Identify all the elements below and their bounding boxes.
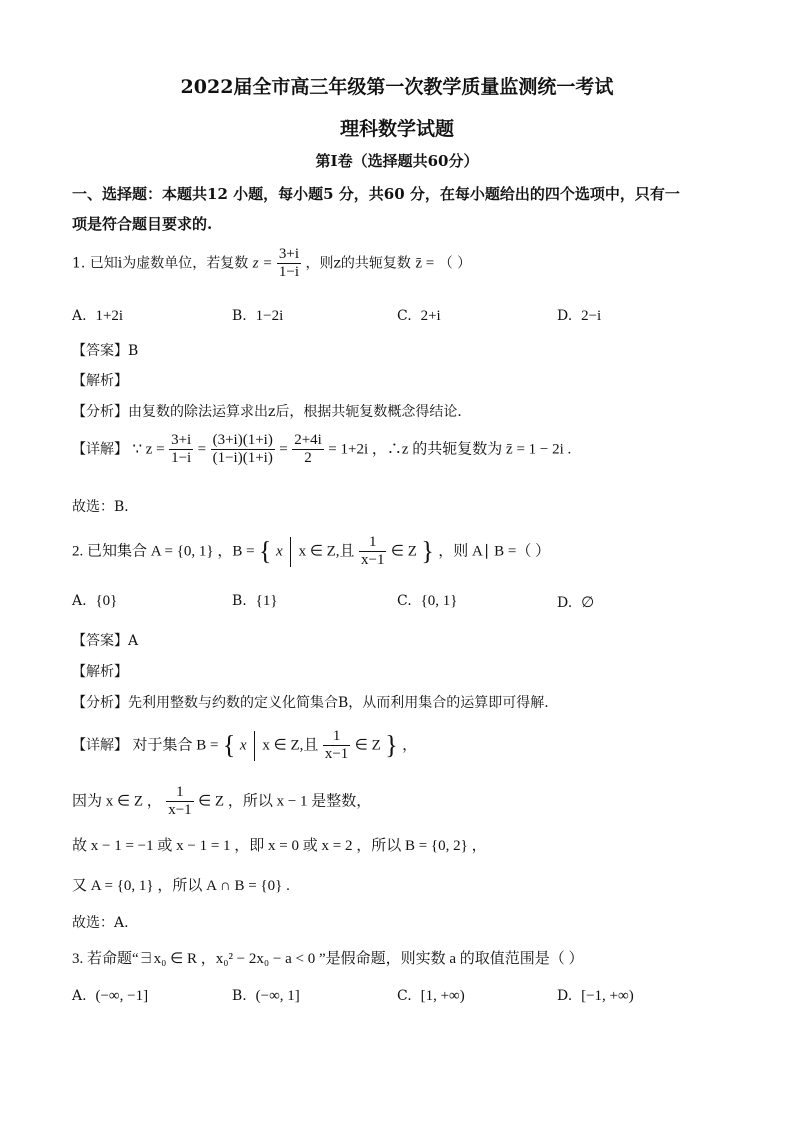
- q1-analysis-tag: 【解析】: [72, 373, 128, 389]
- option-value: ∅: [581, 595, 595, 611]
- option-label: B.: [232, 308, 247, 324]
- q1-detail-frac3: [292, 432, 324, 467]
- fenxi-text: 由复数的除法运算求出z后，根据共轭复数概念得结论．: [128, 404, 472, 420]
- set-condition: x ∈ Z,且: [298, 543, 355, 560]
- option-value: {0}: [95, 593, 118, 609]
- option-label: C.: [397, 988, 412, 1004]
- q1-option-a: [72, 308, 123, 325]
- because-lead: 因为 x ∈ Z ，: [72, 793, 162, 810]
- answer-value: A: [128, 633, 139, 649]
- q2-line3: 故 x − 1 = −1 或 x − 1 = 1 ，即 x = 0 或 x = 2 ，所以 B = {0, 2} ，: [72, 838, 487, 854]
- q1-stem: [72, 246, 471, 281]
- option-value: 1+2i: [95, 308, 124, 324]
- q1-paren: （ ）: [438, 255, 472, 272]
- q1-zbar: z̄ =: [415, 255, 435, 272]
- q1-tail: ，则z的共轭复数: [305, 255, 411, 272]
- q3-option-a: [72, 988, 148, 1005]
- brace-right: }: [385, 730, 398, 760]
- part-heading: 第Ⅰ卷（选择题共60分）: [315, 152, 479, 170]
- frac-den: 1−i: [171, 450, 192, 466]
- q2-detail: [72, 728, 417, 763]
- fenxi-tag: 【分析】: [72, 404, 128, 420]
- q2-because-fraction: [166, 784, 193, 819]
- option-value: [1, +∞): [420, 988, 465, 1004]
- option-label: D.: [557, 988, 573, 1004]
- q2-option-b: [232, 593, 278, 610]
- answer-tag: 【答案】: [72, 633, 128, 649]
- detail-lead: ∵ z =: [132, 441, 165, 458]
- q2-answer: [72, 630, 138, 650]
- option-label: C.: [397, 593, 412, 609]
- q2-tail: ，则 A∣ B =（ ）: [438, 543, 551, 560]
- q1-fraction-num: 3+i: [278, 246, 300, 262]
- option-value: (−∞, 1]: [255, 988, 300, 1004]
- q1-answer: [72, 340, 138, 360]
- brace-right: }: [421, 536, 434, 566]
- q1-conclusion: 故选：B．: [72, 499, 139, 515]
- frac-num: 1: [359, 534, 386, 552]
- q1-detail-frac1: [169, 432, 193, 467]
- q1-lead: 1. 已知i为虚数单位，若复数: [72, 255, 249, 272]
- fenxi-text: 先利用整数与约数的定义化简集合B，从而利用集合的运算即可得解.: [128, 695, 549, 711]
- option-value: 1−2i: [255, 308, 284, 324]
- detail-tag: 【详解】: [72, 737, 128, 754]
- option-label: C.: [397, 308, 412, 324]
- answer-tag: 【答案】: [72, 343, 128, 359]
- q2-fraction: [359, 534, 386, 569]
- option-label: B.: [232, 593, 247, 609]
- set-divider: [290, 537, 291, 567]
- detail-tag: 【详解】: [72, 441, 128, 458]
- q1-detail: [72, 432, 571, 467]
- set-right: ∈ Z: [354, 737, 381, 754]
- q1-detail-frac2: [211, 432, 275, 467]
- section-instruction-line2: 项是符合题目要求的.: [72, 215, 213, 233]
- q2-fenxi: [72, 692, 549, 712]
- brace-left: {: [222, 730, 236, 760]
- q1-z-eq: z =: [252, 255, 273, 272]
- detail-tail: ，: [402, 737, 418, 754]
- option-value: 2+i: [420, 308, 441, 324]
- set-var: x: [239, 737, 247, 754]
- option-value: {0, 1}: [420, 593, 458, 609]
- q2-option-a: [72, 593, 117, 610]
- option-label: A.: [72, 593, 87, 609]
- fenxi-tag: 【分析】: [72, 695, 128, 711]
- frac-num: 1: [166, 784, 193, 802]
- equals-sign: =: [197, 441, 207, 458]
- frac-den: (1−i)(1+i): [212, 450, 273, 466]
- section-instruction-line1: 一、选择题：本题共12 小题，每小题5 分，共60 分，在每小题给出的四个选项中，只有一: [72, 185, 680, 203]
- exam-subtitle: 理科数学试题: [339, 118, 454, 140]
- answer-value: B: [128, 343, 139, 359]
- option-value: [−1, +∞): [581, 988, 634, 1004]
- frac-den: x−1: [324, 746, 349, 762]
- option-label: D.: [557, 308, 573, 324]
- option-value: (−∞, −1]: [95, 988, 149, 1004]
- q2-detail-fraction: [323, 728, 350, 763]
- frac-num: 2+4i: [294, 432, 322, 448]
- q1-fraction: [277, 246, 301, 281]
- q2-line4: 又 A = {0, 1} ，所以 A ∩ B = {0} .: [72, 878, 290, 894]
- q2-lead: 2. 已知集合 A = {0, 1} ，B =: [72, 543, 255, 560]
- detail-lead: 对于集合 B =: [132, 737, 219, 754]
- q2-analysis-tag: 【解析】: [72, 664, 128, 680]
- frac-num: 3+i: [171, 432, 192, 448]
- set-divider: [254, 731, 255, 761]
- q1-fenxi: [72, 401, 471, 421]
- q1-option-b: [232, 308, 283, 325]
- frac-den: 2: [304, 450, 312, 466]
- q3-option-c: [397, 988, 465, 1005]
- q2-conclusion: 故选：A.: [72, 915, 129, 931]
- option-label: A.: [72, 988, 87, 1004]
- q3-option-d: [557, 988, 634, 1005]
- q3-stem: 3. 若命题“∃x₀ ∈ R ，x₀² − 2x₀ − a < 0 ”是假命题，则实数 a 的取值范围是（ ）: [72, 951, 584, 967]
- q1-option-c: [397, 308, 441, 325]
- set-right: ∈ Z: [390, 543, 417, 560]
- q2-option-d: [557, 593, 594, 612]
- frac-den: x−1: [361, 552, 385, 568]
- q2-because: [72, 784, 371, 819]
- exam-title: 2022届全市高三年级第一次教学质量监测统一考试: [180, 76, 614, 98]
- frac-num: (3+i)(1+i): [212, 432, 273, 448]
- set-condition: x ∈ Z,且: [262, 737, 319, 754]
- option-label: D.: [557, 595, 573, 611]
- set-var: x: [275, 543, 283, 560]
- frac-num: 1: [323, 728, 350, 746]
- option-label: B.: [232, 988, 247, 1004]
- frac-den: x−1: [168, 802, 192, 818]
- q1-fraction-den: 1−i: [278, 264, 300, 280]
- option-label: A.: [72, 308, 87, 324]
- option-value: {1}: [255, 593, 278, 609]
- brace-left: {: [259, 536, 272, 566]
- q2-option-c: [397, 593, 457, 610]
- option-value: 2−i: [581, 308, 602, 324]
- because-tail: ∈ Z ，所以 x − 1 是整数，: [198, 793, 372, 810]
- q1-option-d: [557, 308, 601, 325]
- q3-option-b: [232, 988, 300, 1005]
- equals-sign: =: [279, 441, 288, 458]
- detail-tail: = 1+2i ，∴z 的共轭复数为 z̄ = 1 − 2i .: [328, 441, 572, 458]
- q2-stem: [72, 534, 550, 569]
